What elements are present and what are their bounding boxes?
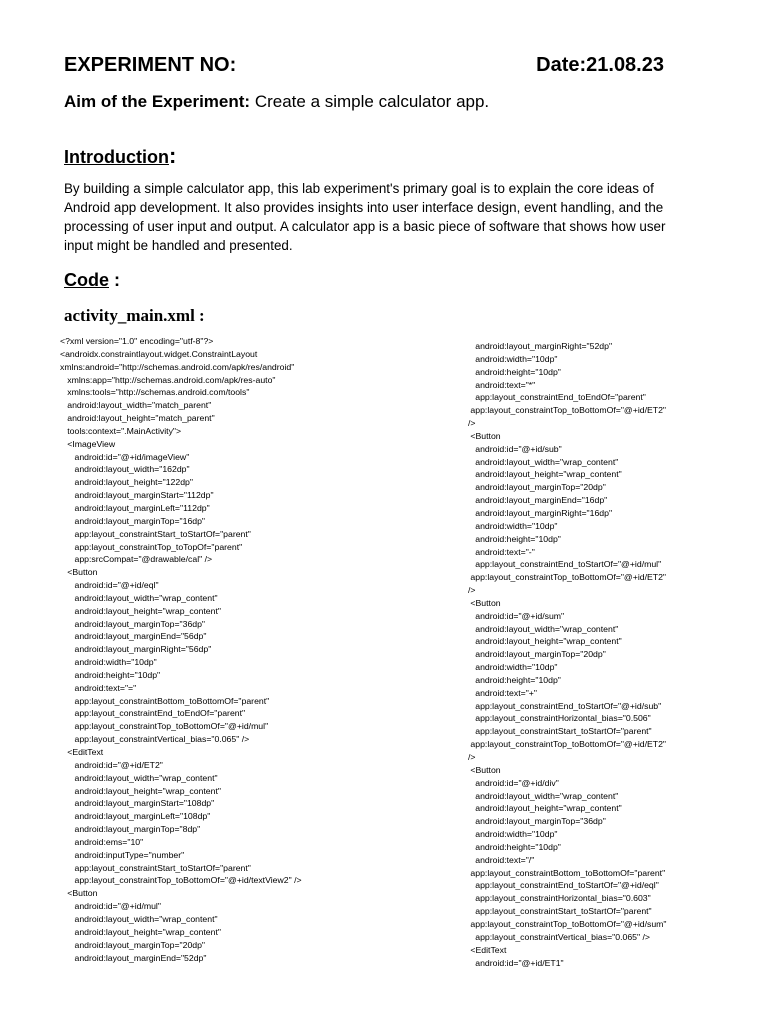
code-line: android:layout_height="wrap_content" — [468, 469, 622, 480]
introduction-heading-colon: : — [168, 143, 177, 168]
introduction-heading — [64, 143, 176, 169]
code-line: android:layout_marginStart="112dp" — [60, 490, 214, 501]
code-line: android:layout_width="wrap_content" — [468, 456, 619, 467]
code-line: android:layout_width="wrap_content" — [60, 592, 218, 603]
introduction-paragraph: By building a simple calculator app, this lab experiment's primary goal is to explain the core ideas of Android app development. It also provides insights into user interface design, event handling, and the processing of user input and output. A calculator app is a basic piece of software that shows how user input might be handled and presented. — [64, 181, 666, 253]
code-line: <Button — [468, 764, 501, 775]
code-line: android:width="10dp" — [468, 520, 558, 531]
code-line: app:layout_constraintTop_toBottomOf="@+id/textView2" /> — [60, 875, 302, 886]
code-line: android:width="10dp" — [468, 829, 558, 840]
code-line: app:layout_constraintTop_toTopOf="parent" — [60, 541, 243, 552]
code-line: android:height="10dp" — [468, 674, 561, 685]
code-line: android:layout_marginEnd="56dp" — [60, 631, 207, 642]
code-heading-colon: : — [109, 270, 120, 290]
code-line: android:layout_marginTop="36dp" — [60, 618, 206, 629]
code-line: android:layout_marginTop="20dp" — [468, 649, 606, 660]
aim-label: Aim of the Experiment: — [64, 92, 251, 111]
code-line: android:layout_height="wrap_content" — [468, 803, 622, 814]
experiment-header — [64, 54, 664, 77]
code-line: app:layout_constraintHorizontal_bias="0.603" — [468, 893, 651, 904]
code-line: android:id="@+id/sum" — [468, 610, 565, 621]
code-line: android:width="10dp" — [468, 662, 558, 673]
code-line: app:layout_constraintTop_toBottomOf="@+id/sum" — [468, 918, 667, 929]
code-line: android:layout_width="match_parent" — [60, 400, 212, 411]
code-line: android:layout_marginLeft="112dp" — [60, 502, 210, 513]
code-line: android:layout_width="wrap_content" — [60, 913, 218, 924]
code-line: android:layout_marginTop="20dp" — [468, 482, 606, 493]
code-line: app:layout_constraintStart_toStartOf="parent" — [60, 862, 251, 873]
code-line: android:layout_height="wrap_content" — [468, 636, 622, 647]
code-line: app:layout_constraintStart_toStartOf="parent" — [468, 726, 652, 737]
code-line: app:layout_constraintEnd_toEndOf="parent" — [60, 708, 246, 719]
code-line: <Button — [468, 430, 501, 441]
code-line: android:height="10dp" — [468, 533, 561, 544]
code-line: app:layout_constraintVertical_bias="0.065" /> — [468, 931, 650, 942]
code-line: android:text="+" — [468, 687, 537, 698]
code-line: android:inputType="number" — [60, 849, 185, 860]
code-line: android:layout_marginRight="52dp" — [468, 341, 613, 351]
code-line: <Button — [60, 888, 98, 899]
code-line: <ImageView — [60, 438, 116, 449]
code-line: <androidx.constraintlayout.widget.ConstraintLayout — [60, 348, 258, 359]
code-line: android:id="@+id/div" — [468, 777, 559, 788]
code-line: android:layout_height="wrap_content" — [60, 926, 221, 937]
code-line: <EditText — [60, 747, 104, 757]
code-line: android:layout_marginRight="56dp" — [60, 644, 212, 655]
code-line: xmlns:android="http://schemas.android.com/apk/res/android" — [60, 361, 295, 372]
code-line: android:layout_marginLeft="108dp" — [60, 811, 211, 822]
code-line: android:layout_width="wrap_content" — [468, 790, 619, 801]
code-line: app:layout_constraintHorizontal_bias="0.506" — [468, 713, 651, 724]
experiment-date: Date:21.08.23 — [536, 54, 664, 76]
code-line: android:height="10dp" — [468, 366, 561, 377]
code-line: app:layout_constraintTop_toBottomOf="@+id/mul" — [60, 721, 269, 732]
code-line: android:layout_height="wrap_content" — [60, 785, 221, 796]
code-line: android:layout_marginTop="36dp" — [468, 816, 606, 827]
code-line: android:text="=" — [60, 682, 137, 693]
code-line: app:layout_constraintBottom_toBottomOf="parent" — [468, 867, 666, 878]
code-line: android:layout_marginEnd="16dp" — [468, 495, 608, 506]
code-line: android:layout_marginTop="20dp" — [60, 939, 206, 950]
code-line: app:layout_constraintTop_toBottomOf="@+id/ET2" — [468, 405, 667, 416]
code-line: android:id="@+id/mul" — [60, 901, 161, 912]
code-line: android:layout_marginStart="108dp" — [60, 798, 215, 809]
code-line: <Button — [60, 567, 98, 578]
code-heading — [64, 270, 120, 291]
code-line: android:id="@+id/eql" — [60, 580, 159, 591]
code-line: android:text="*" — [468, 379, 536, 390]
code-listing-right-column — [468, 340, 667, 969]
code-line: app:layout_constraintStart_toStartOf="parent" — [60, 528, 251, 539]
experiment-number-label: EXPERIMENT NO: — [64, 54, 237, 76]
aim-text: Create a simple calculator app. — [250, 92, 490, 111]
code-line: <?xml version="1.0" encoding="utf-8"?> — [60, 336, 214, 346]
code-line: app:layout_constraintEnd_toStartOf="@+id/eql" — [468, 880, 659, 891]
code-line: app:layout_constraintVertical_bias="0.065" /> — [60, 734, 250, 745]
code-line: android:layout_marginEnd="52dp" — [60, 952, 207, 963]
code-line: android:id="@+id/sub" — [468, 443, 562, 454]
code-filename: activity_main.xml : — [64, 306, 205, 325]
code-line: app:layout_constraintEnd_toStartOf="@+id/sub" — [468, 700, 662, 711]
code-line: /> — [468, 418, 476, 429]
code-line: android:layout_height="122dp" — [60, 477, 193, 488]
code-line: /> — [468, 585, 476, 596]
code-line: android:layout_width="162dp" — [60, 464, 190, 475]
code-line: app:layout_constraintTop_toBottomOf="@+id/ET2" — [468, 572, 667, 583]
code-line: app:layout_constraintBottom_toBottomOf="parent" — [60, 695, 270, 706]
code-line: xmlns:app="http://schemas.android.com/apk/res-auto" — [60, 374, 276, 385]
code-listing-left-column — [60, 335, 302, 964]
code-line: app:srcCompat="@drawable/cal" /> — [60, 554, 213, 565]
code-line: android:layout_width="wrap_content" — [468, 623, 619, 634]
code-line: android:layout_marginTop="8dp" — [60, 824, 201, 835]
introduction-heading-text: Introduction — [64, 147, 169, 167]
code-line: android:layout_marginTop="16dp" — [60, 515, 206, 526]
code-line: <EditText — [468, 944, 507, 955]
code-line: android:layout_width="wrap_content" — [60, 772, 218, 783]
code-line: android:height="10dp" — [60, 669, 161, 680]
code-line: android:id="@+id/ET2" — [60, 759, 163, 770]
code-line: app:layout_constraintStart_toStartOf="parent" — [468, 906, 652, 917]
code-line: app:layout_constraintEnd_toEndOf="parent" — [468, 392, 646, 403]
code-line: android:width="10dp" — [468, 353, 558, 364]
code-line: android:id="@+id/ET1" — [468, 957, 564, 968]
code-line: android:height="10dp" — [468, 841, 561, 852]
code-line: android:text="/" — [468, 854, 535, 865]
code-line: android:layout_height="wrap_content" — [60, 605, 221, 616]
code-line: tools:context=".MainActivity"> — [60, 425, 182, 436]
code-line: xmlns:tools="http://schemas.android.com/tools" — [60, 387, 250, 398]
code-line: android:ems="10" — [60, 836, 144, 847]
code-line: android:width="10dp" — [60, 657, 157, 668]
code-line: /> — [468, 752, 476, 762]
aim-of-experiment — [64, 92, 489, 112]
code-line: app:layout_constraintTop_toBottomOf="@+id/ET2" — [468, 739, 667, 750]
code-line: android:text="-" — [468, 546, 535, 557]
code-line: <Button — [468, 597, 501, 608]
code-line: android:layout_marginRight="16dp" — [468, 507, 613, 518]
code-line: android:id="@+id/imageView" — [60, 451, 190, 462]
code-line: android:layout_height="match_parent" — [60, 413, 215, 424]
code-line: app:layout_constraintEnd_toStartOf="@+id/mul" — [468, 559, 662, 570]
code-heading-text: Code — [64, 270, 109, 290]
